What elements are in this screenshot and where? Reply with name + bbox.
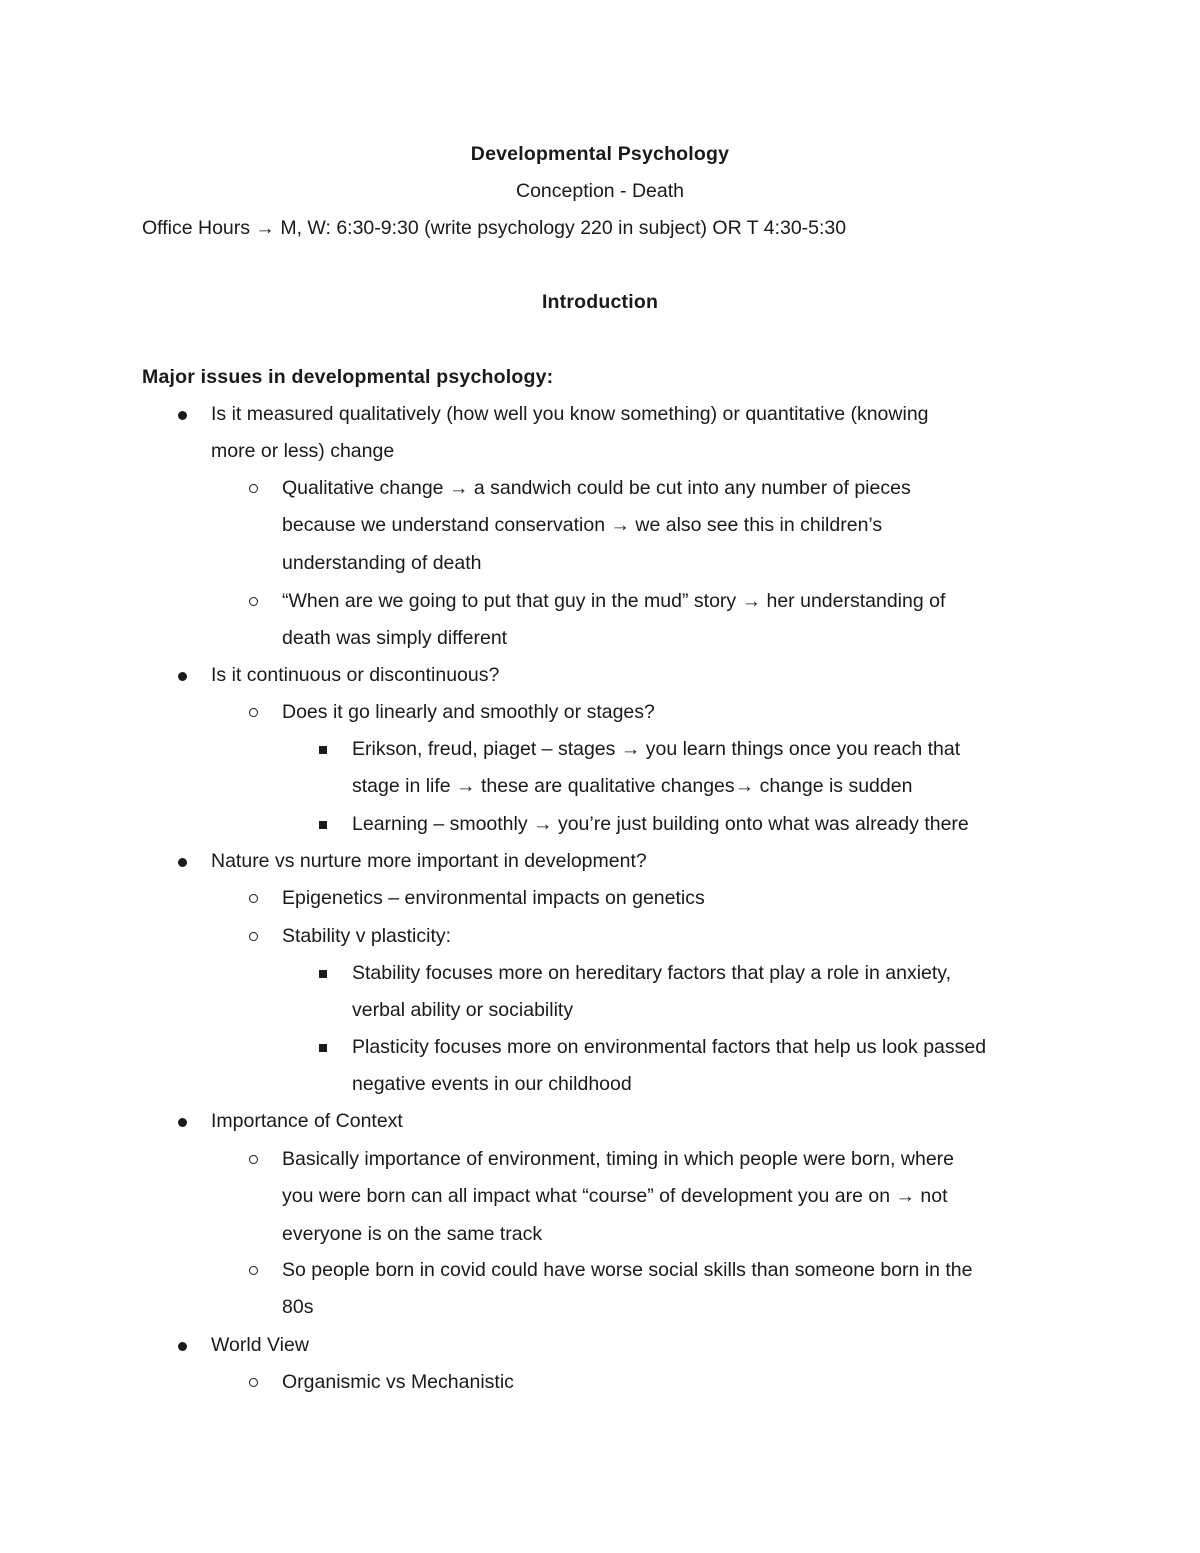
- list-item-line: Qualitative change → a sandwich could be cut into any number of pieces: [282, 477, 911, 499]
- list-item-text: [282, 700, 655, 737]
- list-item: [0, 737, 1200, 798]
- square-bullet-icon: [319, 1044, 327, 1052]
- list-item-line: everyone is on the same track: [282, 1222, 543, 1245]
- list-item: [0, 1370, 1200, 1393]
- list-item: [0, 1258, 1200, 1319]
- filled-circle-bullet-icon: [178, 672, 187, 681]
- list-item-line: So people born in covid could have worse social skills than someone born in the: [282, 1259, 973, 1281]
- hollow-circle-bullet-icon: [249, 1378, 258, 1387]
- list-item-line: 80s: [282, 1296, 314, 1319]
- list-item-text: [282, 1258, 973, 1333]
- list-item-line: Stability focuses more on hereditary factors that play a role in anxiety,: [352, 962, 952, 984]
- list-item-line: Is it continuous or discontinuous?: [211, 664, 500, 686]
- document-title: Developmental Psychology: [470, 143, 730, 165]
- list-item: [0, 812, 1200, 835]
- list-item: [0, 1109, 1200, 1132]
- section-heading: Introduction: [541, 291, 659, 313]
- list-item: [0, 924, 1200, 947]
- list-item-text: [352, 737, 960, 812]
- list-item: [0, 961, 1200, 1022]
- list-item: [0, 663, 1200, 686]
- list-item-text: [352, 812, 969, 849]
- list-item-text: [211, 1109, 403, 1146]
- list-item-line: Does it go linearly and smoothly or stages?: [282, 701, 655, 723]
- list-item-line: understanding of death: [282, 551, 482, 574]
- list-item-text: [282, 589, 945, 664]
- list-item-text: [211, 1333, 309, 1370]
- list-item-line: Stability v plasticity:: [282, 925, 452, 947]
- list-item-line: more or less) change: [211, 440, 395, 463]
- list-item-line: you were born can all impact what “course” of development you are on → not: [282, 1185, 948, 1208]
- document-subtitle: Conception - Death: [515, 180, 685, 202]
- list-item: [0, 886, 1200, 909]
- hollow-circle-bullet-icon: [249, 484, 258, 493]
- list-item-line: negative events in our childhood: [352, 1073, 632, 1096]
- issues-heading: Major issues in developmental psychology:: [142, 366, 554, 388]
- square-bullet-icon: [319, 970, 327, 978]
- list-item-line: Importance of Context: [211, 1110, 403, 1132]
- list-item-line: Epigenetics – environmental impacts on genetics: [282, 887, 705, 909]
- hollow-circle-bullet-icon: [249, 932, 258, 941]
- square-bullet-icon: [319, 821, 327, 829]
- list-item-text: [282, 924, 451, 961]
- list-item-line: death was simply different: [282, 627, 508, 650]
- list-item-text: [352, 1035, 986, 1110]
- filled-circle-bullet-icon: [178, 1118, 187, 1127]
- list-item-text: [211, 849, 647, 886]
- hollow-circle-bullet-icon: [249, 894, 258, 903]
- list-item-text: [282, 1147, 954, 1259]
- list-item: [0, 476, 1200, 574]
- list-item-text: [282, 1370, 514, 1407]
- list-item: [0, 589, 1200, 650]
- list-item: [0, 1147, 1200, 1245]
- list-item-line: because we understand conservation → we also see this in children’s: [282, 514, 883, 537]
- list-item-line: Plasticity focuses more on environmental factors that help us look passed: [352, 1036, 987, 1058]
- list-item-line: verbal ability or sociability: [352, 999, 574, 1022]
- list-item-text: [211, 663, 499, 700]
- hollow-circle-bullet-icon: [249, 597, 258, 606]
- list-item-line: Organismic vs Mechanistic: [282, 1371, 514, 1393]
- list-item-line: Erikson, freud, piaget – stages → you learn things once you reach that: [352, 738, 961, 760]
- office-hours-note: Office Hours → M, W: 6:30-9:30 (write psychology 220 in subject) OR T 4:30-5:30: [142, 217, 847, 239]
- list-item-text: [211, 402, 929, 477]
- filled-circle-bullet-icon: [178, 411, 187, 420]
- list-item-line: stage in life → these are qualitative changes→ change is sudden: [352, 775, 913, 798]
- list-item: [0, 700, 1200, 723]
- list-item-line: Learning – smoothly → you’re just building onto what was already there: [352, 813, 969, 835]
- list-item-line: Nature vs nurture more important in development?: [211, 850, 647, 872]
- list-item-line: “When are we going to put that guy in the mud” story → her understanding of: [282, 590, 946, 612]
- list-item-text: [352, 961, 951, 1036]
- list-item-line: World View: [211, 1334, 309, 1356]
- list-item: [0, 1035, 1200, 1096]
- list-item-text: [282, 476, 911, 588]
- list-item: [0, 1333, 1200, 1356]
- hollow-circle-bullet-icon: [249, 708, 258, 717]
- list-item-text: [282, 886, 705, 923]
- list-item: [0, 849, 1200, 872]
- list-item-line: Is it measured qualitatively (how well you know something) or quantitative (knowing: [211, 403, 929, 425]
- square-bullet-icon: [319, 746, 327, 754]
- list-item: [0, 402, 1200, 463]
- filled-circle-bullet-icon: [178, 1342, 187, 1351]
- hollow-circle-bullet-icon: [249, 1155, 258, 1164]
- hollow-circle-bullet-icon: [249, 1266, 258, 1275]
- list-item-line: Basically importance of environment, timing in which people were born, where: [282, 1148, 954, 1170]
- filled-circle-bullet-icon: [178, 858, 187, 867]
